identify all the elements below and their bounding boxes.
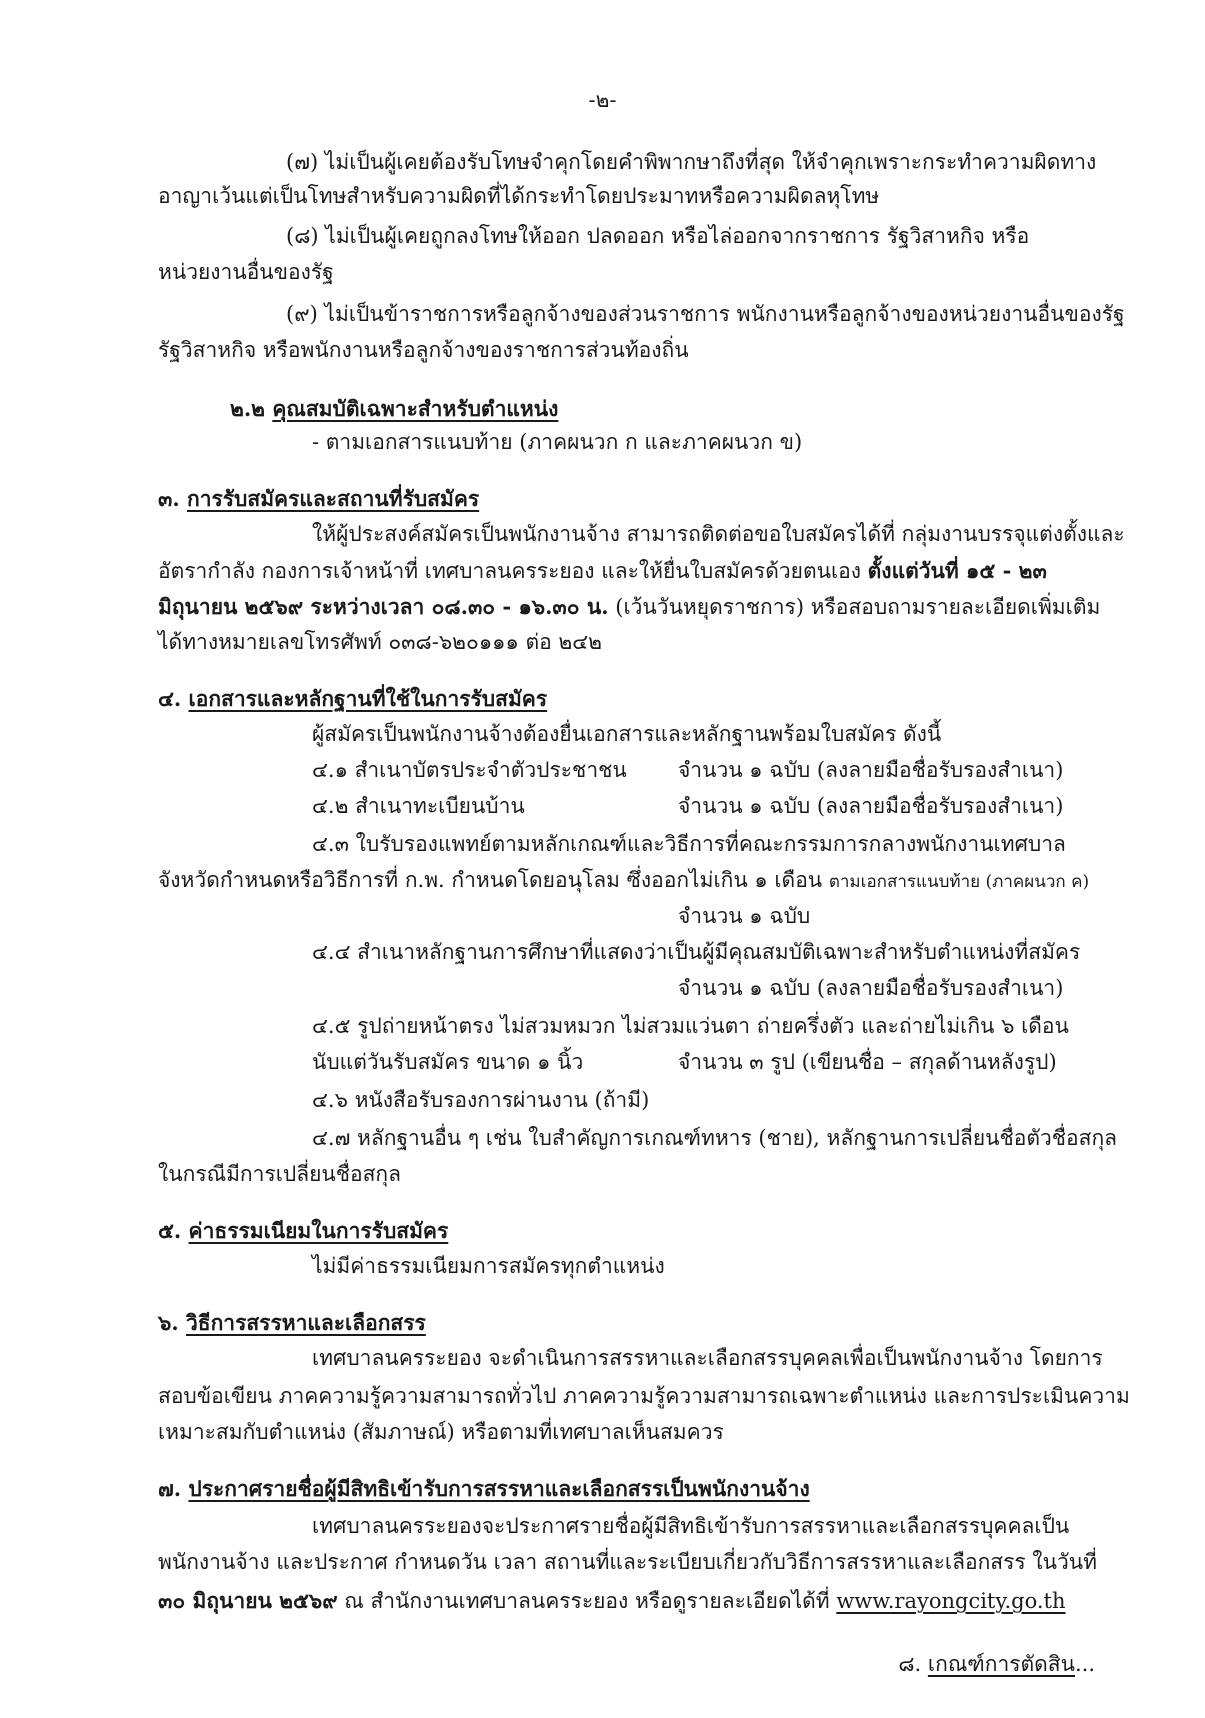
continuation-number: ๘. bbox=[898, 1652, 922, 1676]
item-4-1-label: ๔.๑ สำเนาบัตรประจำตัวประชาชน bbox=[312, 758, 627, 782]
item-4-2-quantity: จำนวน ๑ ฉบับ (ลงลายมือชื่อรับรองสำเนา) bbox=[678, 794, 1064, 818]
item-4-4-quantity: จำนวน ๑ ฉบับ (ลงลายมือชื่อรับรองสำเนา) bbox=[678, 976, 1064, 1000]
section-7-line-2: พนักงานจ้าง และประกาศ กำหนดวัน เวลา สถานที่และระเบียบเกี่ยวกับวิธีการสรรหาและเลือกสรร ในวันที่ bbox=[158, 1550, 1097, 1574]
section-3-title: การรับสมัครและสถานที่รับสมัคร bbox=[186, 486, 480, 511]
section-7-title: ประกาศรายชื่อผู้มีสิทธิเข้ารับการสรรหาและเลือกสรรเป็นพนักงานจ้าง bbox=[188, 1476, 810, 1501]
item-4-7-line-2: ในกรณีมีการเปลี่ยนชื่อสกุล bbox=[158, 1162, 402, 1186]
qualification-8-line-1: (๘) ไม่เป็นผู้เคยถูกลงโทษให้ออก ปลดออก หรือไล่ออกจากราชการ รัฐวิสาหกิจ หรือ bbox=[286, 224, 1030, 248]
section-6-number: ๖. bbox=[158, 1310, 179, 1335]
next-page-continuation bbox=[898, 1654, 1095, 1675]
qualification-7-line-1: (๗) ไม่เป็นผู้เคยต้องรับโทษจำคุกโดยคำพิพากษาถึงที่สุด ให้จำคุกเพราะกระทำความผิดทาง bbox=[286, 150, 1097, 174]
page-number: -๒- bbox=[588, 88, 617, 112]
section-3-line-2: อัตรากำลัง กองการเจ้าหน้าที่ เทศบาลนครระยอง และให้ยื่นใบสมัครด้วยตนเอง ตั้งแต่วันที่ ๑๕ - ๒๓ bbox=[158, 558, 1047, 583]
section-2-2-number: ๒.๒ bbox=[230, 396, 265, 421]
section-3-heading bbox=[158, 488, 479, 509]
section-5-heading bbox=[158, 1220, 448, 1241]
section-3-line-4: ได้ทางหมายเลขโทรศัพท์ ๐๓๘-๖๒๐๑๑๑ ต่อ ๒๔๒ bbox=[158, 630, 602, 654]
section-5-number: ๕. bbox=[158, 1218, 182, 1243]
item-4-5-line-1: ๔.๕ รูปถ่ายหน้าตรง ไม่สวมหมวก ไม่สวมแว่นตา ถ่ายครึ่งตัว และถ่ายไม่เกิน ๖ เดือน bbox=[312, 1014, 1069, 1038]
section-6-line-3: เหมาะสมกับตำแหน่ง (สัมภาษณ์) หรือตามที่เทศบาลเห็นสมควร bbox=[158, 1420, 724, 1444]
qualification-9-line-2: รัฐวิสาหกิจ หรือพนักงานหรือลูกจ้างของราชการส่วนท้องถิ่น bbox=[158, 338, 689, 362]
item-4-3-line-1: ๔.๓ ใบรับรองแพทย์ตามหลักเกณฑ์และวิธีการที่คณะกรรมการกลางพนักงานเทศบาล bbox=[312, 832, 1066, 856]
item-4-5-line-2: นับแต่วันรับสมัคร ขนาด ๑ นิ้ว bbox=[312, 1050, 584, 1074]
qualification-9-line-1: (๙) ไม่เป็นข้าราชการหรือลูกจ้างของส่วนราชการ พนักงานหรือลูกจ้างของหน่วยงานอื่นของรัฐ bbox=[286, 302, 1125, 326]
section-6-line-1: เทศบาลนครระยอง จะดำเนินการสรรหาและเลือกสรรบุคคลเพื่อเป็นพนักงานจ้าง โดยการ bbox=[312, 1346, 1103, 1370]
section-7-number: ๗. bbox=[158, 1476, 182, 1501]
item-4-4-line-1: ๔.๔ สำเนาหลักฐานการศึกษาที่แสดงว่าเป็นผู้มีคุณสมบัติเฉพาะสำหรับตำแหน่งที่สมัคร bbox=[312, 940, 1081, 964]
item-4-2-label: ๔.๒ สำเนาทะเบียนบ้าน bbox=[312, 794, 525, 818]
continuation-dots: ... bbox=[1074, 1652, 1095, 1676]
section-4-number: ๔. bbox=[158, 686, 182, 711]
section-7-heading bbox=[158, 1478, 810, 1499]
section-2-2-heading bbox=[230, 398, 558, 419]
item-4-1-quantity: จำนวน ๑ ฉบับ (ลงลายมือชื่อรับรองสำเนา) bbox=[678, 758, 1064, 782]
announcement-date: ๓๐ มิถุนายน ๒๕๖๙ bbox=[158, 1588, 338, 1613]
section-5-body: ไม่มีค่าธรรมเนียมการสมัครทุกตำแหน่ง bbox=[312, 1254, 665, 1278]
section-4-intro: ผู้สมัครเป็นพนักงานจ้างต้องยื่นเอกสารและหลักฐานพร้อมใบสมัคร ดังนี้ bbox=[312, 722, 942, 746]
section-5-title: ค่าธรรมเนียมในการรับสมัคร bbox=[188, 1218, 449, 1243]
section-7-line-1: เทศบาลนครระยองจะประกาศรายชื่อผู้มีสิทธิเข้ารับการสรรหาและเลือกสรรบุคคลเป็น bbox=[312, 1514, 1070, 1538]
section-4-title: เอกสารและหลักฐานที่ใช้ในการรับสมัคร bbox=[188, 686, 548, 711]
section-2-2-item: - ตามเอกสารแนบท้าย (ภาคผนวก ก และภาคผนวก ข) bbox=[312, 430, 803, 454]
section-4-heading bbox=[158, 688, 547, 709]
item-4-6: ๔.๖ หนังสือรับรองการผ่านงาน (ถ้ามี) bbox=[312, 1088, 650, 1112]
item-4-5-quantity: จำนวน ๓ รูป (เขียนชื่อ – สกุลด้านหลังรูป) bbox=[678, 1050, 1057, 1074]
section-6-title: วิธีการสรรหาและเลือกสรร bbox=[185, 1310, 426, 1335]
section-6-line-2: สอบข้อเขียน ภาคความรู้ความสามารถทั่วไป ภาคความรู้ความสามารถเฉพาะตำแหน่ง และการประเมินความ bbox=[158, 1384, 1130, 1408]
section-3-line-3: มิถุนายน ๒๕๖๙ ระหว่างเวลา ๐๘.๓๐ - ๑๖.๓๐ น. (เว้นวันหยุดราชการ) หรือสอบถามรายละเอียดเพิ่มเติม bbox=[158, 594, 1101, 619]
section-7-line-3: ๓๐ มิถุนายน ๒๕๖๙ ณ สำนักงานเทศบาลนครระยอง หรือดูรายละเอียดได้ที่ www.rayongcity.go.th bbox=[158, 1588, 1066, 1613]
item-4-3-quantity: จำนวน ๑ ฉบับ bbox=[678, 904, 811, 928]
application-period-dates: ตั้งแต่วันที่ ๑๕ - ๒๓ bbox=[867, 558, 1047, 583]
website-link[interactable]: www.rayongcity.go.th bbox=[836, 1589, 1066, 1613]
section-2-2-title: คุณสมบัติเฉพาะสำหรับตำแหน่ง bbox=[272, 396, 559, 421]
qualification-7-line-2: อาญาเว้นแต่เป็นโทษสำหรับความผิดที่ได้กระทำโดยประมาทหรือความผิดลหุโทษ bbox=[158, 184, 880, 208]
section-6-heading bbox=[158, 1312, 426, 1333]
item-4-3-line-2: จังหวัดกำหนดหรือวิธีการที่ ก.พ. กำหนดโดยอนุโลม ซึ่งออกไม่เกิน ๑ เดือน ตามเอกสารแนบท้าย (ภาคผนวก ค) bbox=[158, 868, 1090, 892]
application-period-times: มิถุนายน ๒๕๖๙ ระหว่างเวลา ๐๘.๓๐ - ๑๖.๓๐ น. bbox=[158, 594, 609, 619]
item-4-7-line-1: ๔.๗ หลักฐานอื่น ๆ เช่น ใบสำคัญการเกณฑ์ทหาร (ชาย), หลักฐานการเปลี่ยนชื่อตัวชื่อสกุล bbox=[312, 1126, 1118, 1150]
continuation-heading: เกณฑ์การตัดสิน bbox=[927, 1652, 1075, 1676]
section-3-number: ๓. bbox=[158, 486, 180, 511]
section-3-line-1: ให้ผู้ประสงค์สมัครเป็นพนักงานจ้าง สามารถติดต่อขอใบสมัครได้ที่ กลุ่มงานบรรจุแต่งตั้งและ bbox=[312, 522, 1125, 546]
qualification-8-line-2: หน่วยงานอื่นของรัฐ bbox=[158, 260, 334, 284]
